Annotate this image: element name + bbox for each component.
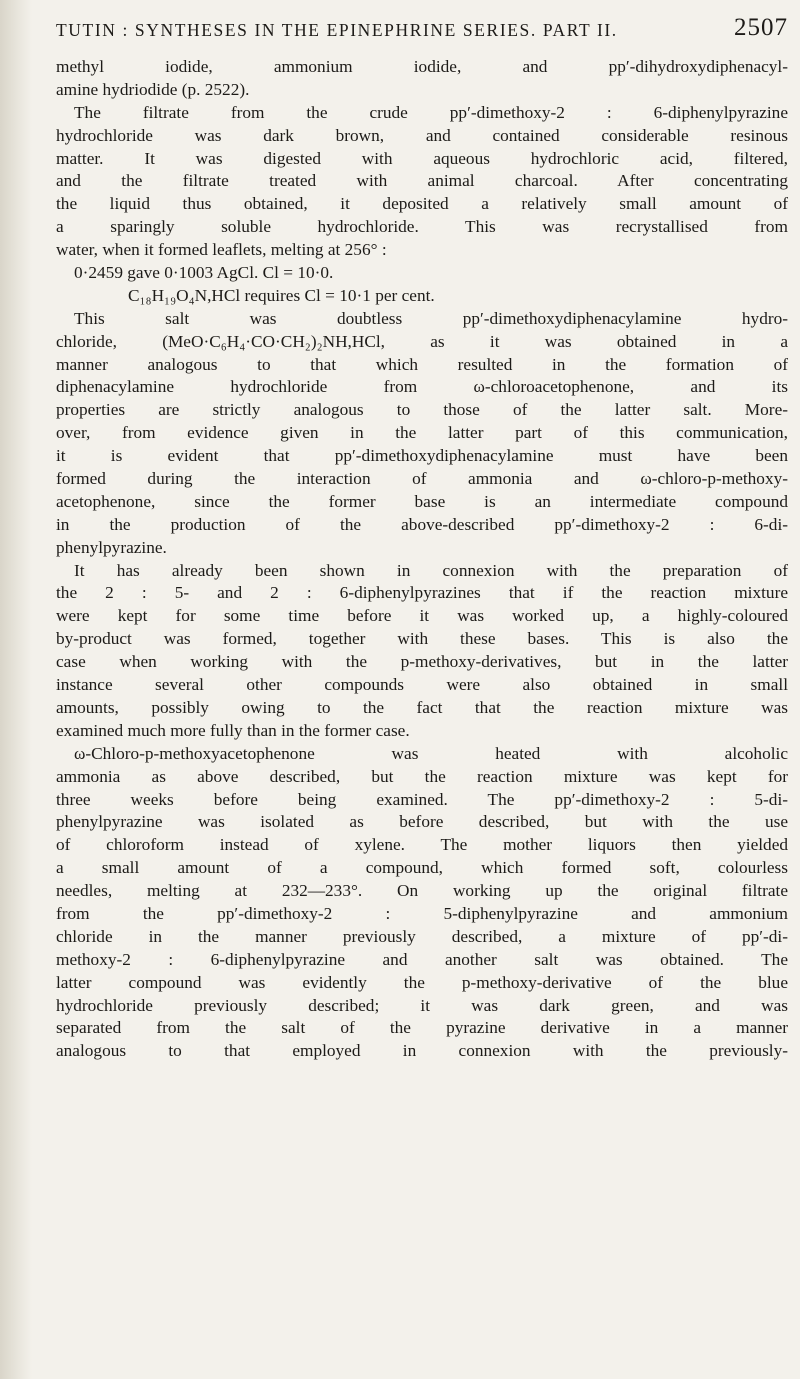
- text-line: separated from the salt of the pyrazine derivative in a manner: [56, 1018, 788, 1038]
- text-line: were kept for some time before it was worked up, a highly-coloured: [56, 606, 788, 626]
- text-line: amounts, possibly owing to the fact that the reaction mixture was: [56, 697, 788, 717]
- text-line: a sparingly soluble hydrochloride. This was recrystallised from: [56, 217, 788, 237]
- text-line: the 2 : 5- and 2 : 6-diphenylpyrazines that if the reaction mixture: [56, 583, 788, 603]
- text-line: The filtrate from the crude pp′-dimethoxy-2 : 6-diphenylpyrazine: [74, 102, 788, 122]
- text-line: phenylpyrazine.: [56, 537, 167, 557]
- text-line: matter. It was digested with aqueous hydrochloric acid, filtered,: [56, 148, 788, 168]
- text-line: in the production of the above-described pp′-dimethoxy-2 : 6-di-: [56, 514, 788, 534]
- text-line: the liquid thus obtained, it deposited a relatively small amount of: [56, 194, 788, 214]
- text-line: from the pp′-dimethoxy-2 : 5-diphenylpyrazine and ammonium: [56, 903, 788, 923]
- text-line: 0·2459 gave 0·1003 AgCl. Cl = 10·0.: [74, 263, 334, 283]
- text-line: latter compound was evidently the p-methoxy-derivative of the blue: [56, 972, 788, 992]
- text-line: methyl iodide, ammonium iodide, and pp′-dihydroxydiphenacyl-: [56, 57, 788, 76]
- text-line: ammonia as above described, but the reaction mixture was kept for: [56, 766, 788, 786]
- text-line: case when working with the p-methoxy-derivatives, but in the latter: [56, 652, 788, 672]
- running-head: TUTIN : SYNTHESES IN THE EPINEPHRINE SERIES. PART II.: [56, 20, 618, 40]
- body-text: [56, 56, 788, 1063]
- page-number: 2507: [734, 14, 788, 41]
- text-line: amine hydriodide (p. 2522).: [56, 79, 250, 99]
- text-line: by-product was formed, together with these bases. This is also the: [56, 629, 788, 649]
- text-line: This salt was doubtless pp′-dimethoxydiphenacylamine hydro-: [74, 308, 788, 328]
- text-line: examined much more fully than in the former case.: [56, 720, 410, 740]
- text-line: three weeks before being examined. The pp′-dimethoxy-2 : 5-di-: [56, 789, 788, 809]
- text-line: hydrochloride was dark brown, and contained considerable resinous: [56, 125, 788, 145]
- text-line: of chloroform instead of xylene. The mother liquors then yielded: [56, 835, 788, 855]
- text-line: properties are strictly analogous to those of the latter salt. More-: [56, 400, 788, 420]
- text-line: chloride, (MeO·C₆H₄·CO·CH₂)₂NH,HCl, as it was obtained in a: [56, 331, 788, 351]
- text-line: ω-Chloro-p-methoxyacetophenone was heated with alcoholic: [74, 743, 788, 763]
- text-line: analogous to that employed in connexion with the previously-: [56, 1041, 788, 1061]
- text-line: hydrochloride previously described; it was dark green, and was: [56, 995, 788, 1015]
- page-gutter-shadow: [0, 0, 32, 1379]
- text-line: diphenacylamine hydrochloride from ω-chloroacetophenone, and its: [56, 377, 788, 397]
- text-line: formed during the interaction of ammonia and ω-chloro-p-methoxy-: [56, 469, 788, 489]
- text-line: over, from evidence given in the latter part of this communication,: [56, 423, 788, 443]
- text-line: acetophenone, since the former base is an intermediate compound: [56, 491, 788, 511]
- page-header: [56, 14, 788, 50]
- text-line: phenylpyrazine was isolated as before described, but with the use: [56, 812, 788, 832]
- text-line: water, when it formed leaflets, melting at 256° :: [56, 240, 387, 260]
- text-line: methoxy-2 : 6-diphenylpyrazine and another salt was obtained. The: [56, 949, 788, 969]
- text-line: It has already been shown in connexion with the preparation of: [74, 560, 788, 580]
- text-line: needles, melting at 232—233°. On working up the original filtrate: [56, 881, 788, 901]
- text-line: a small amount of a compound, which formed soft, colourless: [56, 858, 788, 878]
- text-line: instance several other compounds were also obtained in small: [56, 675, 788, 695]
- text-line: manner analogous to that which resulted in the formation of: [56, 354, 788, 374]
- text-line: chloride in the manner previously described, a mixture of pp′-di-: [56, 926, 788, 946]
- text-line: it is evident that pp′-dimethoxydiphenacylamine must have been: [56, 446, 788, 466]
- page: [56, 0, 788, 1379]
- text-line: and the filtrate treated with animal charcoal. After concentrating: [56, 171, 788, 191]
- text-line: C₁₈H₁₉O₄N,HCl requires Cl = 10·1 per cent.: [128, 285, 435, 305]
